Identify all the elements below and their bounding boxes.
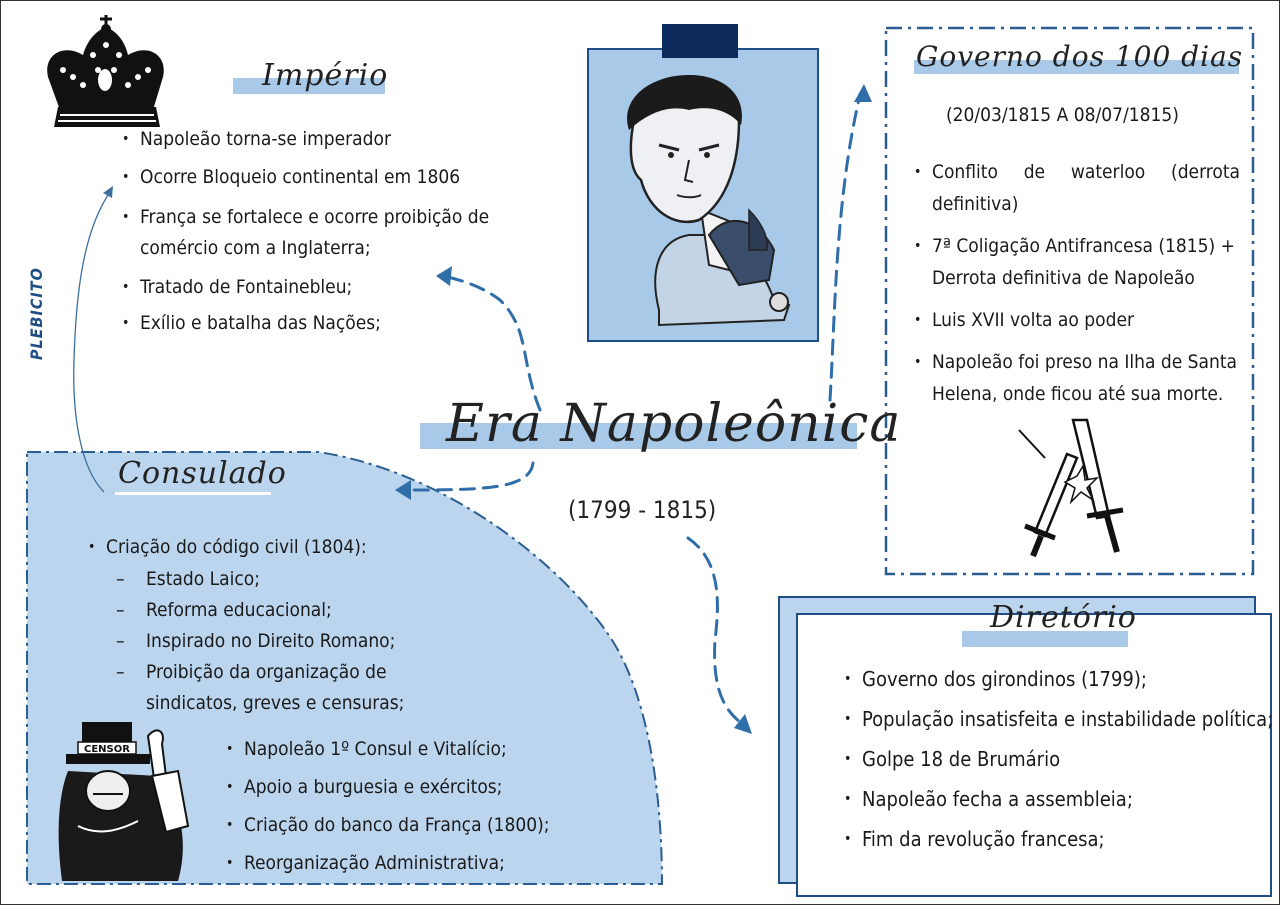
page-title: Era Napoleônica [446,394,902,454]
governo-heading: Governo dos 100 dias [916,40,1244,73]
napoleon-portrait [589,50,817,340]
consulado-main-item: • Criação do código civil (1804): [84,534,414,560]
governo-item: • Napoleão foi preso na Ilha de Santa Helena, onde ficou até sua morte. [910,346,1240,410]
plebicito-label: PLEBICITO [27,267,46,360]
consulado-item: • Criação do banco da França (1800); [222,812,582,838]
diretorio-item: • Fim da revolução francesa; [840,826,1280,852]
diretorio-item: • Governo dos girondinos (1799); [840,666,1280,692]
governo-item: • Conflito de waterloo (derrota definitiva) [910,156,1240,220]
diretorio-item: • Napoleão fecha a assembleia; [840,786,1280,812]
portrait-tape [662,24,738,58]
censor-hat-label: CENSOR [84,744,130,755]
arrow-to-governo [830,95,860,400]
consulado-heading: Consulado [118,456,287,491]
consulado-list [222,736,582,876]
imperio-item: • Ocorre Bloqueio continental em 1806 [118,164,518,190]
consulado-item: • Reorganização Administrativa; [222,850,582,876]
arrowhead-diretorio [734,714,752,734]
diretorio-heading: Diretório [990,600,1137,635]
napoleon-portrait-frame [587,48,819,342]
crown-icon [38,15,173,135]
censor-cartoon [48,716,198,886]
diretorio-list [840,666,1280,852]
consulado-sub-item: – Reforma educacional; [112,595,412,626]
consulado-main-list [84,534,414,560]
imperio-item: • Napoleão torna-se imperador [118,126,518,152]
diretorio-item: • População insatisfeita e instabilidade política; [840,706,1280,732]
arrow-to-diretorio [688,538,740,722]
imperio-list [118,126,518,336]
consulado-item: • Napoleão 1º Consul e Vitalício; [222,736,582,762]
arrowhead-governo [854,84,872,102]
imperio-heading: Império [262,58,389,93]
consulado-sub-item: – Estado Laico; [112,564,412,595]
plebicito-arrow [74,192,110,492]
imperio-item: • Tratado de Fontainebleu; [118,274,518,300]
period-label: (1799 - 1815) [568,496,717,524]
consulado-item: • Apoio a burguesia e exércitos; [222,774,582,800]
governo-item: • 7ª Coligação Antifrancesa (1815) + Derrota definitiva de Napoleão [910,230,1240,294]
governo-dates: (20/03/1815 A 08/07/1815) [946,104,1179,126]
consulado-sub-item: – Proibição da organização de sindicatos, greves e censuras; [112,657,412,719]
governo-item: • Luis XVII volta ao poder [910,304,1240,336]
governo-list [910,156,1240,410]
diretorio-item: • Golpe 18 de Brumário [840,746,1280,772]
consulado-heading-underline [115,492,271,495]
swords-icon [1005,418,1150,560]
consulado-sub-item: – Inspirado no Direito Romano; [112,626,412,657]
imperio-item: • Exílio e batalha das Nações; [118,310,518,336]
imperio-item: • França se fortalece e ocorre proibição de comércio com a Inglaterra; [118,202,518,264]
consulado-sub-list [112,564,412,719]
